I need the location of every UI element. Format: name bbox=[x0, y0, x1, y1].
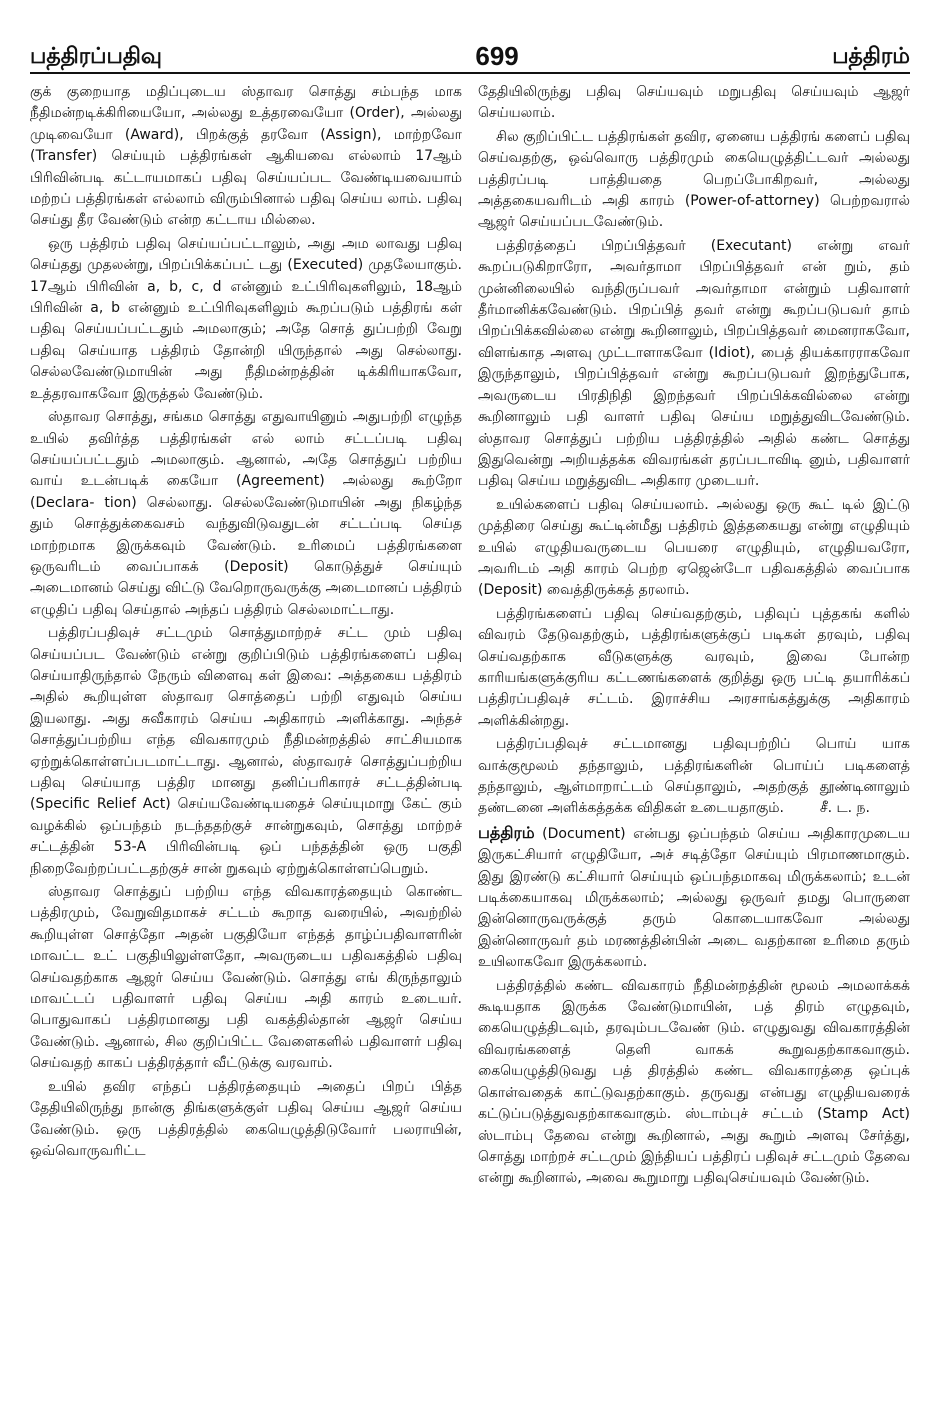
paragraph-text: பத்திரப்பதிவுச் சட்டமானது பதிவுபற்றிப் பொய் யாக வாக்குமூலம் தந்தாலும், பத்திரங்களின் பொய்ப் படிகளைத் தந்தாலும், ஆள்மாறாட்டம் செய்தாலும், அதற்குத் தூண்டினாலும் தண்டனை அளிக்கத்தக்க விதிகள் உடையதாகும். bbox=[478, 736, 910, 817]
paragraph: ஸ்தாவர சொத்துப் பற்றிய எந்த விவகாரத்தையும் கொண்ட பத்திரமும், வேறுவிதமாகச் சட்டம் கூறாத வரையில், அவற்றில் கூறியுள்ள சொத்தோ அதன் பகுதியோ எந்தத் தாழ்ப்பதிவாளரின் மாவட்ட உட் பகுதியிலுள்ளதோ, அவருடைய பதிவகத்தில் பதிவு செய்வதற்காக ஆஜர் செய்ய வேண்டும். சொத்து எங் கிருந்தாலும் மாவட்டப் பதிவாளர் பதிவு செய்ய அதி காரம் உடையர். பொதுவாகப் பத்திரமானது பதி வகத்தில்தான் ஆஜர் செய்ய வேண்டும். ஆனால், சில குறிப்பிட்ட வேளைகளில் பதிவாளர் பதிவு செய்வதற் காகப் பத்திரத்தார் வீட்டுக்கு வரவாம். bbox=[30, 884, 462, 1072]
author-initials: சீ. ட. ந. bbox=[819, 800, 870, 817]
running-head-left: பத்திரப்பதிவு bbox=[30, 44, 162, 69]
paragraph: பத்திரத்தைப் பிறப்பித்தவர் (Executant) என்று எவர் கூறப்படுகிறாரோ, அவர்தாமா பிறப்பித்தவர் என் றும், தம் முன்னிலையில் வந்திருப்பவர் அவர்தாமா என்றும் பதிவாளர் தீர்மானிக்கவேண்டும். பிறப்பித் தவர் என்று கூறப்படுபவர் தாம் பிறப்பிக்கவில்லை என்று கூறினாலும், பிறப்பித்தவர் மைனராகவோ, விளங்காத அளவு முட்டாளாகவோ (Idiot), பைத் தியக்காரராகவோ இருந்தாலும், பிறப்பித்தவர் என்று கூறப்படுபவர் இறந்துபோக, அவருடைய பிரதிநிதி இறந்தவர் பிறப்பிக்கவில்லை என்று கூறினாலும் பதி வாளர் பதிவு செய்ய மறுத்துவிடவேண்டும். ஸ்தாவர சொத்துப் பற்றிய பத்திரத்தில் அதில் கண்ட சொத்து இதுவென்று அறியத்தக்க விவரங்கள் தரப்படாவிடி னும், பதிவாளர் பதிவு செய்ய மறுத்துவிட அதிகார முடையர். bbox=[478, 237, 910, 490]
paragraph: ஒரு பத்திரம் பதிவு செய்யப்பட்டாலும், அது அம லாவது பதிவு செய்தது முதலன்று, பிறப்பிக்கப்பட் டது (Executed) முதலேயாகும். 17ஆம் பிரிவின் a, b, c, d என்னும் உட்பிரிவுகளிலும், 18ஆம் பிரிவின் a, b என்னும் உட்பிரிவுகளிலும் கூறப்படும் பத்திரங் கள் பதிவு செய்யப்பட்டதும் அமலாகும்; அதே சொத் துப்பற்றி வேறு பதிவு செய்யாத பத்திரம் தோன்றி யிருந்தால் அது செல்லாது. செல்லவேண்டுமாயின் அது நீதிமன்றத்தின் டிக்கிரியாகவோ, உத்தரவாகவோ இருத்தல் வேண்டும். bbox=[30, 235, 462, 402]
paragraph: பத்திரப்பதிவுச் சட்டமும் சொத்துமாற்றச் சட்ட மும் பதிவு செய்யப்பட வேண்டும் என்று குறிப்பிடும் பத்திரங்களைப் பதிவு செய்யாதிருந்தால் நேரும் விளைவு கள் இவை: அத்தகைய பத்திரம் அதில் கூறியுள்ள ஸ்தாவர சொத்தைப் பற்றி எதுவும் செய்ய இயலாது. அது சுவீகாரம் செய்ய அதிகாரம் அளிக்காது. அந்தச் சொத்துப்பற்றிய எந்த விவகாரமும் நீதிமன்றத்தில் சாட்சியமாக ஏற்றுக்கொள்ளப்படமாட்டாது. ஆனால், ஸ்தாவரச் சொத்துப்பற்றிய பதிவு செய்யாத பத்திர மானது தனிப்பரிகாரச் சட்டத்தின்படி (Specific Relief Act) செய்யவேண்டியதைச் செய்யுமாறு கேட் கும் வழக்கில் ஒப்பந்தம் நடந்ததற்குச் சான்றுகவும், சொத்து மாற்றச் சட்டத்தின் 53-A பிரிவின்படி ஒப் பந்தத்தின் ஒரு பகுதி நிறைவேற்றப்பட்டதற்குச் சான் றுகவும் ஏற்றுக்கொள்ளப்பெறும். bbox=[30, 625, 462, 877]
left-column bbox=[30, 82, 462, 1412]
running-head-right: பத்திரம் bbox=[832, 44, 910, 69]
paragraph: உயில்களைப் பதிவு செய்யலாம். அல்லது ஒரு கூட் டில் இட்டு முத்திரை செய்து கூட்டின்மீது பத்திரம் இத்தகையது என்று எழுதியும் உயில் எழுதியவருடைய பெயரை எழுதியும், எழுதியவரோ, அவரிடம் அதி காரம் பெற்ற ஏஜென்டோ பதிவகத்தில் வைப்பாக (Deposit) வைத்திருக்கத் தரலாம். bbox=[478, 496, 910, 599]
paragraph: பத்திரங்களைப் பதிவு செய்வதற்கும், பதிவுப் புத்தகங் களில் விவரம் தேடுவதற்கும், பத்திரங்களுக்குப் படிகள் தரவும், பதிவு செய்வதற்காக வீடுகளுக்கு வரவும், இவை போன்ற காரியங்களுக்குரிய கட்டணங்களைக் குறித்து ஒரு பட்டி தயாரிக்கப் பத்திரப்பதிவுச் சட்டம். இராச்சிய அரசாங்கத்துக்கு அதிகாரம் அளிக்கின்றது. bbox=[478, 605, 910, 729]
paragraph: தேதியிலிருந்து பதிவு செய்யவும் மறுபதிவு செய்யவும் ஆஜர் செய்யலாம். bbox=[478, 84, 910, 122]
paragraph bbox=[478, 734, 910, 820]
paragraph: சில குறிப்பிட்ட பத்திரங்கள் தவிர, ஏனைய பத்திரங் களைப் பதிவு செய்வதற்கு, ஒவ்வொரு பத்திரமும் கையெழுத்திட்டவர் அல்லது பத்திரப்படி பாத்தியதை பெறப்போகிறவர், அல்லது அத்தகையவரிடம் அதி காரம் (Power-of-attorney) பெற்றவரால் ஆஜர் செய்யப்படவேண்டும். bbox=[478, 128, 910, 231]
paragraph: பத்திரத்தில் கண்ட விவகாரம் நீதிமன்றத்தின் மூலம் அமலாக்கக் கூடியதாக இருக்க வேண்டுமாயின், பத் திரம் எழுதவும், கையெழுத்திடவும், தரவும்படவேண் டும். எழுதுவது விவகாரத்தின் விவரங்களைத் தெளி வாகக் கூறுவதற்காகவாகும். கையெழுத்திடுவது பத் திரத்தில் கண்ட விவகாரத்தை ஒப்புக் கொள்வதைக் காட்டுவதற்காகும். தருவது என்பது எழுதியவரைக் கட்டுப்படுத்துவதற்காகவாகும். ஸ்டாம்புச் சட்டம் (Stamp Act) ஸ்டாம்பு தேவை என்று கூறினால், அது கூறும் அளவு சேர்த்து, சொத்து மாற்றச் சட்டமும் இந்தியப் பத்திரப் பதிவுச் சட்டமும் தேவை என்று கூறினால், அவை கூறுமாறு பதிவுசெய்யவும் வேண்டும். bbox=[478, 977, 910, 1187]
page-number: 699 bbox=[475, 41, 519, 71]
right-column bbox=[478, 82, 910, 1412]
paragraph: ஸ்தாவர சொத்து, சங்கம சொத்து எதுவாயினும் அதுபற்றி எழுந்த உயில் தவிர்த்த பத்திரங்கள் எல் லாம் சட்டப்படி பதிவு செய்யப்பட்டதும் அமலாகும். ஆனால், அதே சொத்துப் பற்றிய வாய் உடன்படிக் கையோ (Agreement) அல்லது கூற்றோ (Declara- tion) செல்லாது. செல்லவேண்டுமாயின் அது நிகழ்ந்த தும் சொத்துக்கைவசம் வந்துவிடுவதுடன் சட்டப்படி செய்த மாற்றமாக இருக்கவும் வேண்டும். உரிமைப் பத்திரங்களை ஒருவரிடம் வைப்பாகக் (Deposit) கொடுத்துச் செய்யும் அடைமானம் செய்து விட்டு வேறொருவருக்கு அடைமானப் பத்திரம் எழுதிப் பதிவு செய்தால் அந்தப் பத்திரம் செல்லமாட்டாது. bbox=[30, 409, 462, 618]
paragraph: குக் குறையாத மதிப்புடைய ஸ்தாவர சொத்து சம்பந்த மாக நீதிமன்றடிக்கிரியையோ, அல்லது உத்தரவையோ (Order), அல்லது முடிவையோ (Award), பிறக்குத் தரவோ (Assign), மாற்றவோ (Transfer) செய்யும் பத்திரங்கள் ஆகியவை எல்லாம் 17ஆம் பிரிவின்படி கட்டாயமாகப் பதிவு செய்யப்பட வேண்டியவையாம் மற்றப் பத்திரங்கள் எல்லாம் விரும்பினால் பதிவு செய்ய லாம். பதிவு செய்து தீர வேண்டும் என்ற கட்டாய மில்லை. bbox=[30, 84, 462, 229]
entry-text: (Document) என்பது ஒப்பந்தம் செய்ய அதிகாரமுடைய இருகட்சியார் எழுதியோ, அச் சடித்தோ செய்யும் பிரமாணமாகும். இது இரண்டு கட்சியார் செய்யும் ஒப்பந்தமாகவு மிருக்கலாம்; உடன் படிக்கையாகவு மிருக்கலாம்; அல்லது ஒருவர் தமது பொருளை இன்னொருவருக்குத் தரும் கொடையாகவோ அல்லது இன்னொருவர் தம் மரணத்தின்பின் அடை வதற்கான உரிமை தரும் உயிலாகவோ இருக்கலாம். bbox=[478, 825, 910, 971]
page-header bbox=[30, 28, 910, 74]
two-column-body bbox=[30, 82, 910, 1412]
entry-headword: பத்திரம் bbox=[478, 822, 535, 842]
entry-paragraph bbox=[478, 822, 910, 974]
paragraph: உயில் தவிர எந்தப் பத்திரத்தையும் அதைப் பிறப் பித்த தேதியிலிருந்து நான்கு திங்களுக்குள் பதிவு செய்ய ஆஜர் செய்ய வேண்டும். ஒரு பத்திரத்தில் கையெழுத்திடுவோர் பலராயின், ஒவ்வொருவரிட்ட bbox=[30, 1078, 462, 1159]
